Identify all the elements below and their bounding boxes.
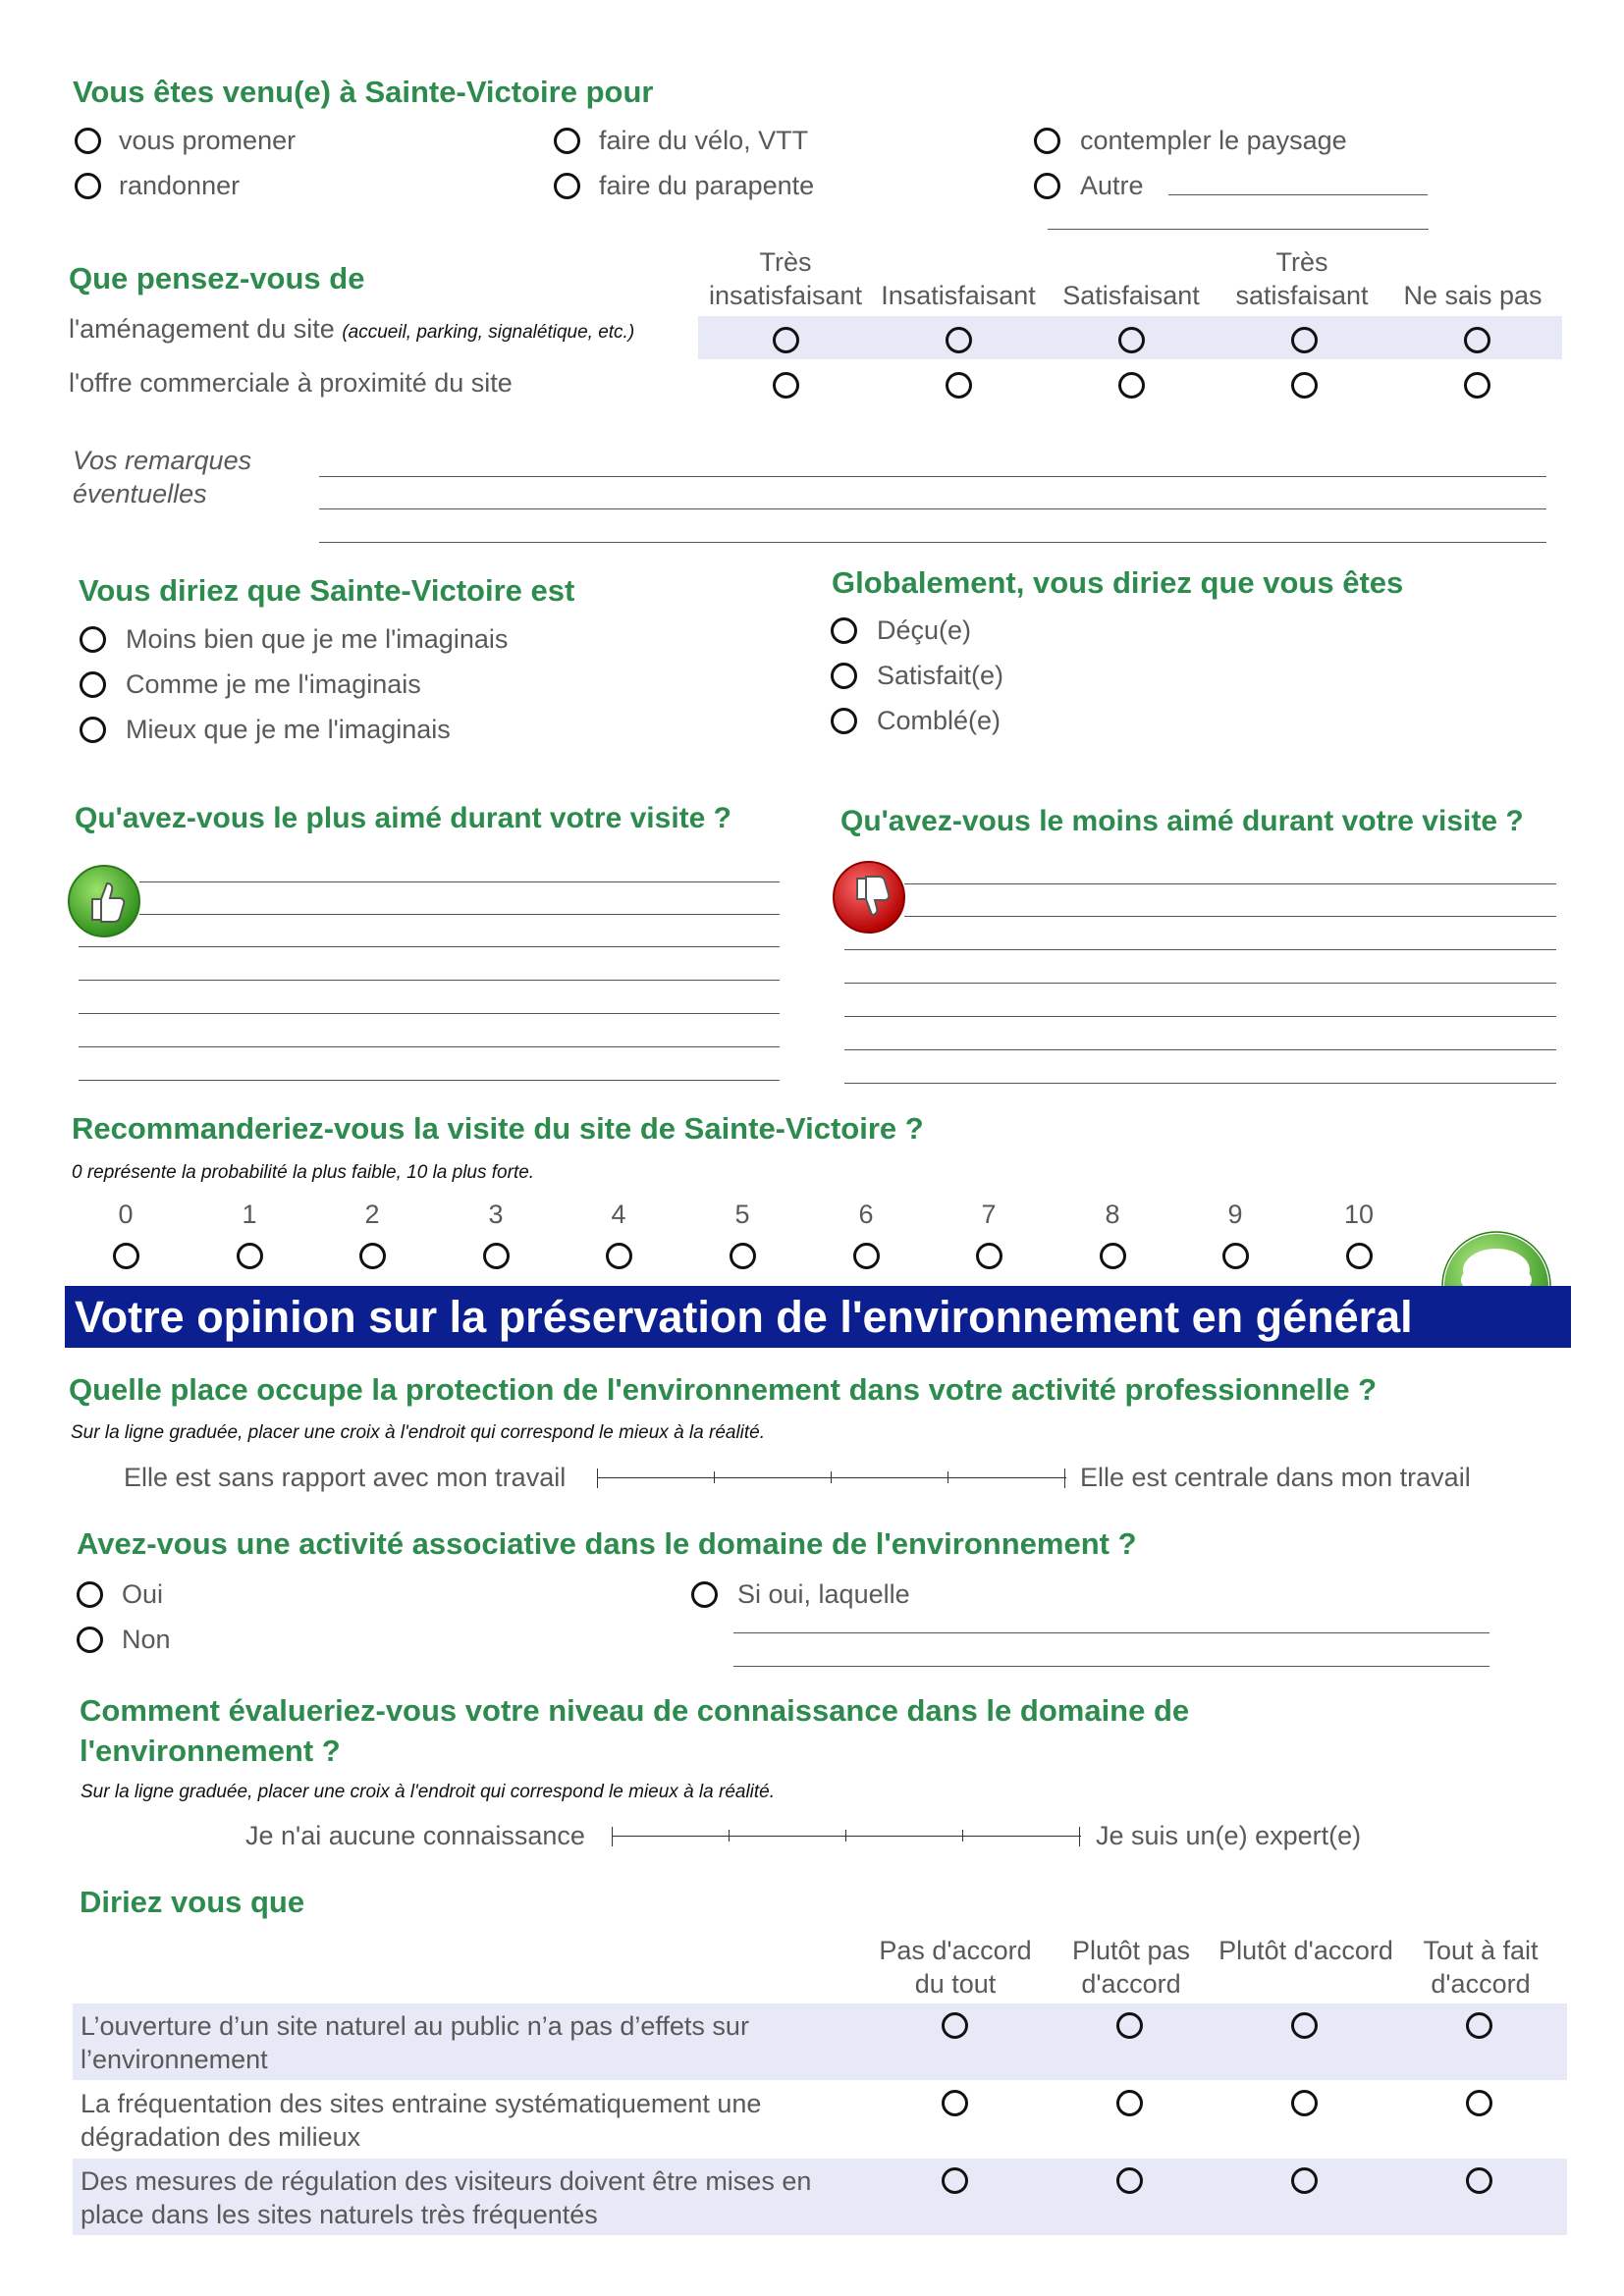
- radio-agree-1-2[interactable]: [1116, 2012, 1143, 2039]
- option-decu: Déçu(e): [877, 615, 972, 645]
- remarks-line-2[interactable]: [319, 508, 1546, 509]
- knowledge-title-line1: Comment évalueriez-vous votre niveau de connaissance dans le domaine de: [80, 1693, 1190, 1728]
- remarks-label: Vos remarques éventuelles: [73, 446, 252, 508]
- radio-offre-5[interactable]: [1464, 372, 1490, 399]
- radio-scale-2[interactable]: [359, 1243, 386, 1269]
- scale-label-1: 1: [242, 1200, 257, 1229]
- agree-row-2: La fréquentation des sites entraine systématiquement une dégradation des milieux: [81, 2089, 762, 2152]
- autre-line-1[interactable]: [1168, 194, 1428, 195]
- liked-line-1[interactable]: [139, 881, 780, 882]
- radio-velo[interactable]: [554, 128, 580, 154]
- disliked-line-7[interactable]: [844, 1083, 1556, 1084]
- col-pas-accord: Pas d'accord du tout: [879, 1936, 1032, 1999]
- col-satisfaisant: Satisfaisant: [1062, 281, 1200, 310]
- place-tick-start: [597, 1468, 598, 1488]
- option-randonner: randonner: [119, 171, 241, 200]
- disliked-title: Qu'avez-vous le moins aimé durant votre visite ?: [840, 805, 1524, 837]
- row-amenagement: [69, 314, 634, 345]
- scale-label-4: 4: [611, 1200, 626, 1229]
- knowledge-tick: [845, 1830, 846, 1842]
- disliked-line-2[interactable]: [904, 916, 1556, 917]
- radio-agree-3-4[interactable]: [1466, 2167, 1492, 2194]
- option-autre: Autre: [1080, 171, 1144, 200]
- knowledge-tick: [729, 1830, 730, 1842]
- col-tres-insatisfaisant: Très insatisfaisant: [708, 247, 863, 310]
- place-left-label: Elle est sans rapport avec mon travail: [124, 1463, 567, 1492]
- col-tout-a-fait: Tout à fait d'accord: [1423, 1936, 1539, 1999]
- radio-agree-2-4[interactable]: [1466, 2090, 1492, 2116]
- radio-paysage[interactable]: [1034, 128, 1060, 154]
- agree-title: Diriez vous que: [80, 1885, 305, 1919]
- col-plutot: Plutôt d'accord: [1218, 1936, 1393, 1965]
- assoc-line-2[interactable]: [733, 1666, 1489, 1667]
- radio-offre-2[interactable]: [946, 372, 972, 399]
- radio-satisfait[interactable]: [831, 663, 857, 689]
- knowledge-tick: [962, 1830, 963, 1842]
- radio-amenagement-1[interactable]: [773, 327, 799, 353]
- row-amenagement-label: l'aménagement du site: [69, 314, 343, 344]
- radio-scale-7[interactable]: [976, 1243, 1002, 1269]
- row-amenagement-note: (accueil, parking, signalétique, etc.): [342, 322, 635, 343]
- recommend-title: Recommanderiez-vous la visite du site de Sainte-Victoire ?: [72, 1111, 924, 1146]
- radio-agree-3-1[interactable]: [942, 2167, 968, 2194]
- disliked-line-1[interactable]: [904, 883, 1556, 884]
- radio-agree-2-3[interactable]: [1291, 2090, 1318, 2116]
- opinion-title: Que pensez-vous de: [69, 261, 365, 295]
- radio-agree-1-3[interactable]: [1291, 2012, 1318, 2039]
- col-ne-sais-pas: Ne sais pas: [1403, 281, 1543, 310]
- radio-agree-1-4[interactable]: [1466, 2012, 1492, 2039]
- knowledge-title-line2: l'environnement ?: [80, 1734, 341, 1768]
- radio-parapente[interactable]: [554, 173, 580, 199]
- disliked-line-5[interactable]: [844, 1016, 1556, 1017]
- radio-scale-9[interactable]: [1222, 1243, 1249, 1269]
- radio-offre-3[interactable]: [1118, 372, 1145, 399]
- agree-row-3: Des mesures de régulation des visiteurs doivent être mises en place dans les sites naturels très fréquentés: [81, 2166, 812, 2229]
- option-parapente: faire du parapente: [599, 171, 815, 200]
- radio-decu[interactable]: [831, 617, 857, 644]
- liked-line-7[interactable]: [79, 1080, 780, 1081]
- place-scale[interactable]: [597, 1477, 1066, 1478]
- agree-row-1: L’ouverture d’un site naturel au public n’a pas d’effets sur l’environnement: [81, 2011, 749, 2074]
- radio-agree-2-2[interactable]: [1116, 2090, 1143, 2116]
- overall-title: Globalement, vous diriez que vous êtes: [832, 565, 1404, 600]
- radio-scale-4[interactable]: [606, 1243, 632, 1269]
- scale-label-2: 2: [364, 1200, 380, 1229]
- scale-label-6: 6: [858, 1200, 874, 1229]
- col-insatisfaisant: Insatisfaisant: [881, 281, 1036, 310]
- radio-moins-bien[interactable]: [80, 626, 106, 653]
- option-comble: Comblé(e): [877, 706, 1001, 735]
- radio-comme[interactable]: [80, 671, 106, 698]
- option-velo: faire du vélo, VTT: [599, 126, 809, 155]
- radio-mieux[interactable]: [80, 717, 106, 743]
- disliked-line-3[interactable]: [844, 949, 1556, 950]
- col-plutot-pas: Plutôt pas d'accord: [1071, 1936, 1191, 1999]
- knowledge-tick-end: [1079, 1827, 1080, 1846]
- radio-amenagement-3[interactable]: [1118, 327, 1145, 353]
- remarks-line-3[interactable]: [319, 542, 1546, 543]
- radio-si-oui[interactable]: [691, 1581, 718, 1608]
- scale-label-0: 0: [118, 1200, 134, 1229]
- disliked-line-4[interactable]: [844, 983, 1556, 984]
- option-si-oui: Si oui, laquelle: [737, 1579, 910, 1609]
- radio-offre-4[interactable]: [1291, 372, 1318, 399]
- radio-autre[interactable]: [1034, 173, 1060, 199]
- banner-title: Votre opinion sur la préservation de l'environnement en général: [75, 1292, 1413, 1342]
- recommend-note: 0 représente la probabilité la plus faible, 10 la plus forte.: [72, 1162, 535, 1183]
- radio-scale-10[interactable]: [1346, 1243, 1373, 1269]
- liked-title: Qu'avez-vous le plus aimé durant votre visite ?: [75, 802, 731, 834]
- option-vous-promener: vous promener: [119, 126, 297, 155]
- liked-line-6[interactable]: [79, 1046, 780, 1047]
- compare-title: Vous diriez que Sainte-Victoire est: [79, 573, 575, 608]
- option-non: Non: [122, 1625, 171, 1654]
- scale-label-8: 8: [1105, 1200, 1120, 1229]
- place-tick-end: [1064, 1468, 1065, 1488]
- liked-line-3[interactable]: [79, 946, 780, 947]
- visit-title: Vous êtes venu(e) à Sainte-Victoire pour: [73, 75, 654, 109]
- radio-randonner[interactable]: [75, 173, 101, 199]
- liked-line-5[interactable]: [79, 1013, 780, 1014]
- scale-label-10: 10: [1343, 1200, 1375, 1229]
- col-tres-satisfaisant: Très satisfaisant: [1235, 247, 1369, 310]
- radio-scale-3[interactable]: [483, 1243, 510, 1269]
- assoc-line-1[interactable]: [733, 1632, 1489, 1633]
- radio-amenagement-5[interactable]: [1464, 327, 1490, 353]
- radio-offre-1[interactable]: [773, 372, 799, 399]
- option-oui: Oui: [122, 1579, 164, 1609]
- knowledge-scale[interactable]: [612, 1836, 1081, 1837]
- option-mieux: Mieux que je me l'imaginais: [126, 715, 451, 744]
- radio-comble[interactable]: [831, 708, 857, 734]
- scale-label-3: 3: [488, 1200, 504, 1229]
- remarks-line-1[interactable]: [319, 476, 1546, 477]
- place-tick: [947, 1471, 948, 1483]
- knowledge-right-label: Je suis un(e) expert(e): [1096, 1821, 1362, 1850]
- liked-line-2[interactable]: [139, 914, 780, 915]
- radio-non[interactable]: [77, 1627, 103, 1653]
- scale-label-5: 5: [734, 1200, 750, 1229]
- liked-line-4[interactable]: [79, 980, 780, 981]
- place-tick: [831, 1471, 832, 1483]
- radio-scale-8[interactable]: [1100, 1243, 1126, 1269]
- option-moins-bien: Moins bien que je me l'imaginais: [126, 624, 509, 654]
- autre-line-2[interactable]: [1048, 229, 1429, 230]
- radio-scale-0[interactable]: [113, 1243, 139, 1269]
- radio-scale-1[interactable]: [237, 1243, 263, 1269]
- option-satisfait: Satisfait(e): [877, 661, 1004, 690]
- disliked-line-6[interactable]: [844, 1049, 1556, 1050]
- scale-label-9: 9: [1227, 1200, 1243, 1229]
- radio-agree-3-3[interactable]: [1291, 2167, 1318, 2194]
- radio-agree-1-1[interactable]: [942, 2012, 968, 2039]
- place-title: Quelle place occupe la protection de l'environnement dans votre activité professionnelle ?: [69, 1372, 1378, 1407]
- radio-agree-2-1[interactable]: [942, 2090, 968, 2116]
- scale-label-7: 7: [981, 1200, 997, 1229]
- place-right-label: Elle est centrale dans mon travail: [1080, 1463, 1471, 1492]
- option-paysage: contempler le paysage: [1080, 126, 1347, 155]
- place-note: Sur la ligne graduée, placer une croix à l'endroit qui correspond le mieux à la réalité.: [71, 1422, 766, 1443]
- radio-oui[interactable]: [77, 1581, 103, 1608]
- radio-vous-promener[interactable]: [75, 128, 101, 154]
- radio-amenagement-2[interactable]: [946, 327, 972, 353]
- thumbs-up-icon: [67, 864, 141, 938]
- radio-amenagement-4[interactable]: [1291, 327, 1318, 353]
- radio-agree-3-2[interactable]: [1116, 2167, 1143, 2194]
- assoc-title: Avez-vous une activité associative dans le domaine de l'environnement ?: [77, 1526, 1137, 1561]
- option-comme: Comme je me l'imaginais: [126, 669, 421, 699]
- radio-scale-6[interactable]: [853, 1243, 880, 1269]
- radio-scale-5[interactable]: [730, 1243, 756, 1269]
- thumbs-down-icon: [832, 860, 906, 934]
- place-tick: [714, 1471, 715, 1483]
- knowledge-tick-start: [612, 1827, 613, 1846]
- knowledge-left-label: Je n'ai aucune connaissance: [245, 1821, 585, 1850]
- row-offre-commerciale: l'offre commerciale à proximité du site: [69, 368, 513, 398]
- knowledge-note: Sur la ligne graduée, placer une croix à l'endroit qui correspond le mieux à la réalité.: [81, 1782, 776, 1802]
